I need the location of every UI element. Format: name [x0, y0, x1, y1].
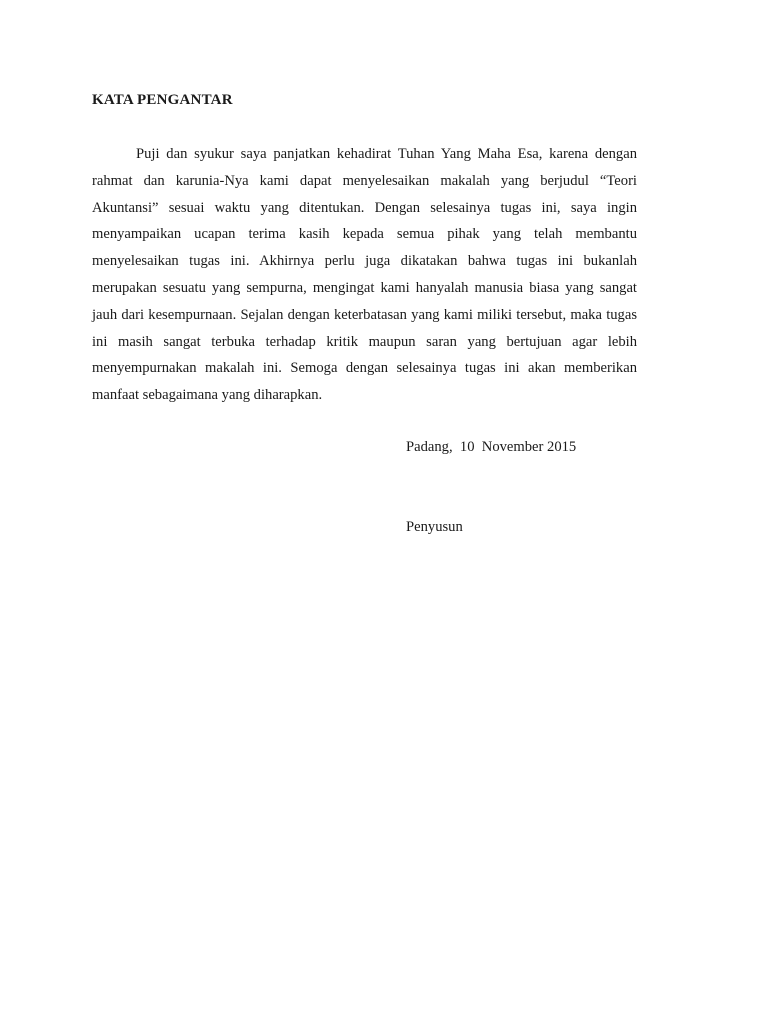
place-date: Padang, 10 November 2015	[406, 439, 577, 455]
page-title: KATA PENGANTAR	[92, 92, 233, 108]
signer-label: Penyusun	[406, 519, 463, 535]
body-paragraph: Puji dan syukur saya panjatkan kehadirat Tuhan Yang Maha Esa, karena dengan rahmat dan karunia-Nya kami dapat menyelesaikan makalah yang berjudul “Teori Akuntansi” sesuai waktu yang ditentukan. Dengan selesainya tugas ini, saya ingin menyampaikan ucapan terima kasih kepada semua pihak yang telah membantu menyelesaikan tugas ini. Akhirnya perlu juga dikatakan bahwa tugas ini bukanlah merupakan sesuatu yang sempurna, mengingat kami hanyalah manusia biasa yang sangat jauh dari kesempurnaan. Sejalan dengan keterbatasan yang kami miliki tersebut, maka tugas ini masih sangat terbuka terhadap kritik maupun saran yang bertujuan agar lebih menyempurnakan makalah ini. Semoga dengan selesainya tugas ini akan memberikan manfaat sebagaimana yang diharapkan.	[92, 146, 637, 404]
